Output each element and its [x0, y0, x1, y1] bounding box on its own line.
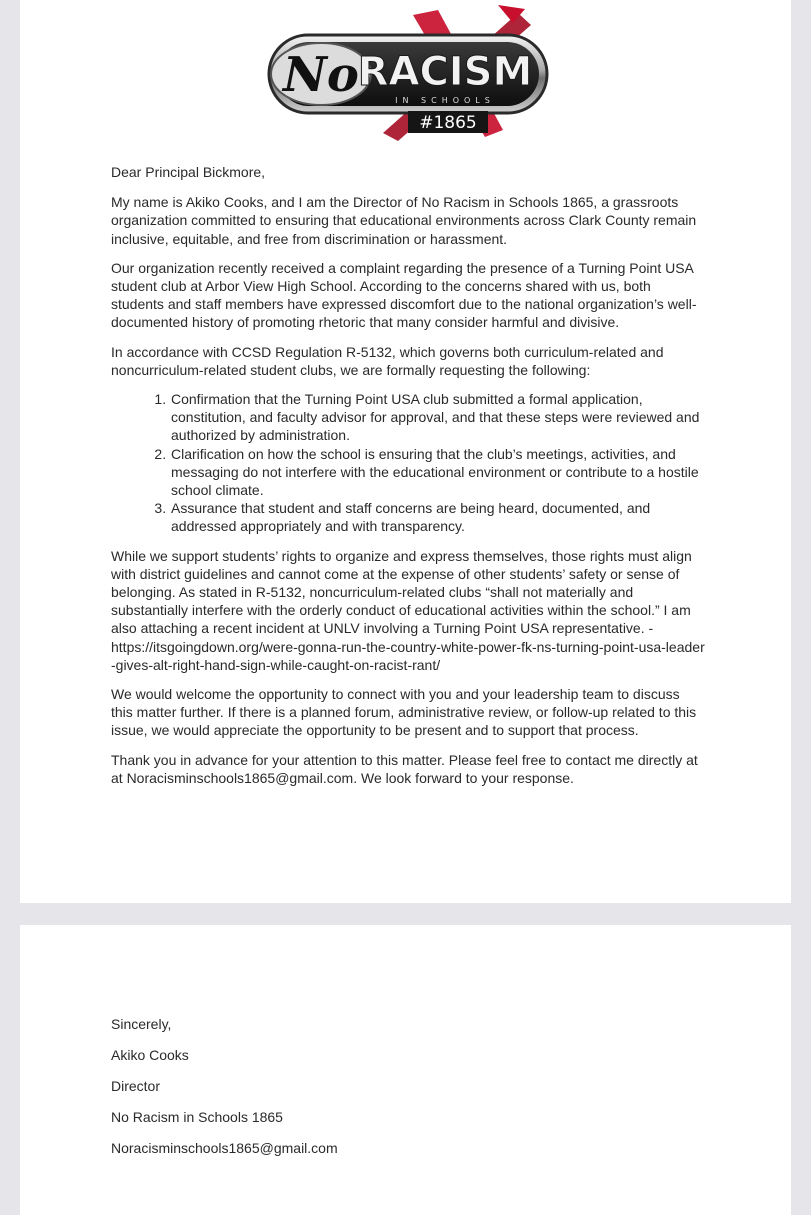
paragraph-intro: My name is Akiko Cooks, and I am the Director of No Racism in Schools 1865, a grassroots organization committed to ensuring that educational environments across Clark County remain inclusive, equitable, and free from discrimination or harassment. [111, 194, 697, 247]
list-item: 1. Confirmation that the Turning Point USA club submitted a formal application, constitution, and faculty advisor for approval, and that these steps were reviewed and authorized by administration. [170, 390, 705, 445]
logo-no-text: No [283, 47, 359, 103]
logo-racism-text: RACISM [357, 49, 533, 95]
paragraph-complaint: Our organization recently received a complaint regarding the presence of a Turning Point USA student club at Arbor View High School. According to the concerns shared with us, both students and staff members have expressed discomfort due to the national organization’s well-documented history of promoting rhetoric that many consider harmful and divisive. [111, 259, 697, 331]
letter-body [111, 163, 705, 798]
request-list [111, 390, 705, 536]
closing: Sincerely, [111, 1016, 172, 1032]
paragraph-meeting: We would welcome the opportunity to connect with you and your leadership team to discuss this matter further. If there is a planned forum, administrative review, or follow-up related to this issue, we would appreciate the opportunity to be present and to support that process. [111, 686, 697, 739]
signer-name: Akiko Cooks [111, 1047, 189, 1063]
signature-block [111, 1015, 338, 1170]
paragraph-rights-text: While we support students’ rights to organize and express themselves, those rights must align with district guidelines and cannot come at the expense of other students’ safety or sense of belonging. As stated in R-5132, noncurriculum-related clubs “shall not materially and substantially interfere with the orderly conduct of educational activities within the school.” I am also attaching a recent incident at UNLV involving a Turning Point USA representative. - [111, 547, 692, 637]
incident-link-line-1[interactable]: https://itsgoingdown.org/were-gonna-run-the-country-white-power-fk-ns-turning-point-usa-leader [111, 638, 705, 655]
paragraph-regulation: In accordance with CCSD Regulation R-5132, which governs both curriculum-related and noncurriculum-related student clubs, we are formally requesting the following: [111, 343, 664, 378]
no-racism-logo [263, 5, 553, 145]
list-item: 2. Clarification on how the school is ensuring that the club’s meetings, activities, and messaging do not interfere with the educational environment or contribute to a hostile school climate. [170, 445, 705, 500]
logo-in-schools-text: IN SCHOOLS [395, 96, 495, 105]
paragraph-rights [111, 547, 705, 674]
signer-title: Director [111, 1078, 161, 1094]
signer-email[interactable]: Noracisminschools1865@gmail.com [111, 1140, 338, 1156]
greeting: Dear Principal Bickmore, [111, 164, 266, 180]
logo-number-text: #1865 [419, 113, 477, 133]
incident-link-line-2[interactable]: -gives-alt-right-hand-sign-while-caught-on-racist-rant/ [111, 656, 441, 673]
paragraph-thanks: Thank you in advance for your attention to this matter. Please feel free to contact me directly at at Noracisminschools1865@gmail.com. We look forward to your response. [111, 751, 698, 786]
list-item: 3. Assurance that student and staff concerns are being heard, documented, and addressed appropriately and with transparency. [170, 499, 705, 535]
letter-page-2 [20, 925, 791, 1215]
letter-page-1 [20, 0, 791, 903]
signer-organization: No Racism in Schools 1865 [111, 1109, 283, 1125]
